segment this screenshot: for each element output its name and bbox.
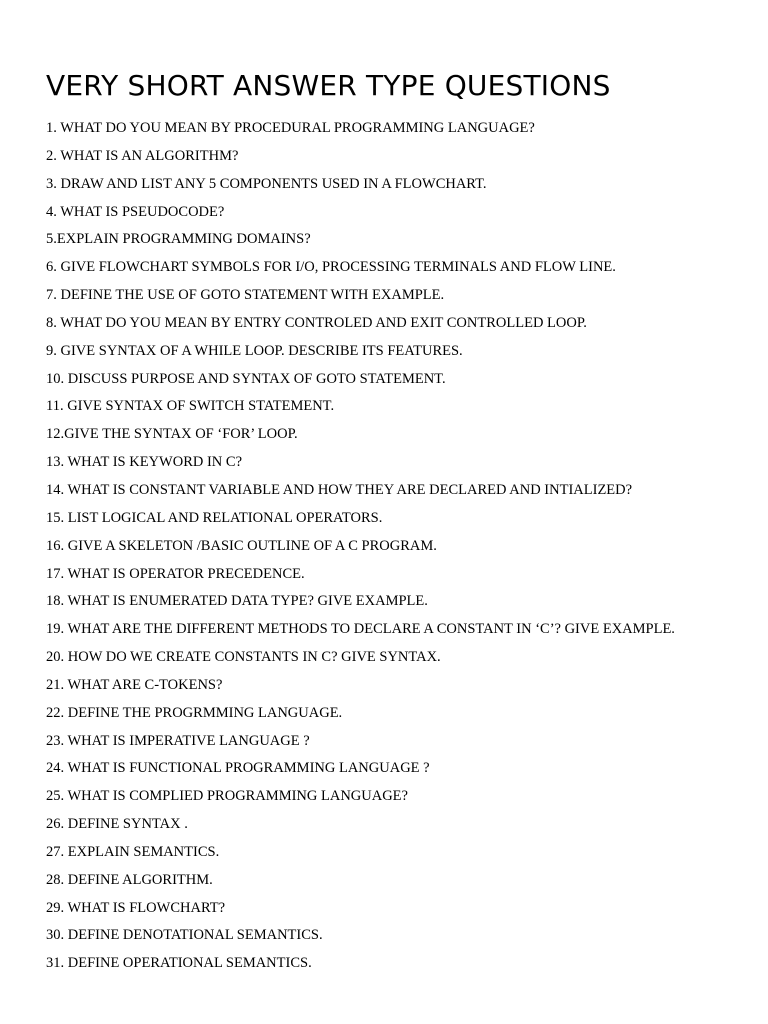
question-item: 17. WHAT IS OPERATOR PRECEDENCE. — [46, 565, 305, 582]
question-item: 7. DEFINE THE USE OF GOTO STATEMENT WITH EXAMPLE. — [46, 287, 445, 304]
question-item: 15. LIST LOGICAL AND RELATIONAL OPERATORS. — [46, 509, 383, 526]
question-item: 3. DRAW AND LIST ANY 5 COMPONENTS USED IN A FLOWCHART. — [46, 175, 487, 192]
question-item: 16. GIVE A SKELETON /BASIC OUTLINE OF A C PROGRAM. — [46, 537, 437, 554]
question-item: 13. WHAT IS KEYWORD IN C? — [46, 454, 243, 471]
question-item: 12.GIVE THE SYNTAX OF ‘FOR’ LOOP. — [46, 426, 298, 443]
question-item: 5.EXPLAIN PROGRAMMING DOMAINS? — [46, 231, 311, 248]
question-item: 2. WHAT IS AN ALGORITHM? — [46, 147, 239, 164]
question-item: 31. DEFINE OPERATIONAL SEMANTICS. — [46, 955, 312, 972]
question-item: 11. GIVE SYNTAX OF SWITCH STATEMENT. — [46, 398, 335, 415]
question-item: 6. GIVE FLOWCHART SYMBOLS FOR I/O, PROCESSING TERMINALS AND FLOW LINE. — [46, 259, 616, 276]
question-item: 26. DEFINE SYNTAX . — [46, 816, 188, 833]
question-item: 8. WHAT DO YOU MEAN BY ENTRY CONTROLED AND EXIT CONTROLLED LOOP. — [46, 314, 587, 331]
question-item: 20. HOW DO WE CREATE CONSTANTS IN C? GIVE SYNTAX. — [46, 649, 441, 666]
question-item: 18. WHAT IS ENUMERATED DATA TYPE? GIVE EXAMPLE. — [46, 593, 428, 610]
question-item: 19. WHAT ARE THE DIFFERENT METHODS TO DECLARE A CONSTANT IN ‘C’? GIVE EXAMPLE. — [46, 621, 675, 638]
question-item: 9. GIVE SYNTAX OF A WHILE LOOP. DESCRIBE ITS FEATURES. — [46, 342, 463, 359]
question-item: 23. WHAT IS IMPERATIVE LANGUAGE ? — [46, 732, 310, 749]
question-list — [46, 116, 756, 979]
question-item: 30. DEFINE DENOTATIONAL SEMANTICS. — [46, 927, 323, 944]
question-item: 1. WHAT DO YOU MEAN BY PROCEDURAL PROGRAMMING LANGUAGE? — [46, 120, 535, 136]
question-item: 28. DEFINE ALGORITHM. — [46, 871, 213, 888]
question-item: 14. WHAT IS CONSTANT VARIABLE AND HOW THEY ARE DECLARED AND INTIALIZED? — [46, 481, 633, 498]
question-item: 25. WHAT IS COMPLIED PROGRAMMING LANGUAGE? — [46, 788, 408, 805]
question-item: 4. WHAT IS PSEUDOCODE? — [46, 203, 225, 220]
question-item: 29. WHAT IS FLOWCHART? — [46, 899, 226, 916]
question-item: 24. WHAT IS FUNCTIONAL PROGRAMMING LANGUAGE ? — [46, 760, 430, 777]
question-item: 10. DISCUSS PURPOSE AND SYNTAX OF GOTO STATEMENT. — [46, 370, 446, 387]
page-title: VERY SHORT ANSWER TYPE QUESTIONS — [46, 69, 611, 102]
question-item: 22. DEFINE THE PROGRMMING LANGUAGE. — [46, 704, 343, 721]
question-item: 21. WHAT ARE C-TOKENS? — [46, 676, 223, 693]
question-item: 27. EXPLAIN SEMANTICS. — [46, 843, 220, 860]
